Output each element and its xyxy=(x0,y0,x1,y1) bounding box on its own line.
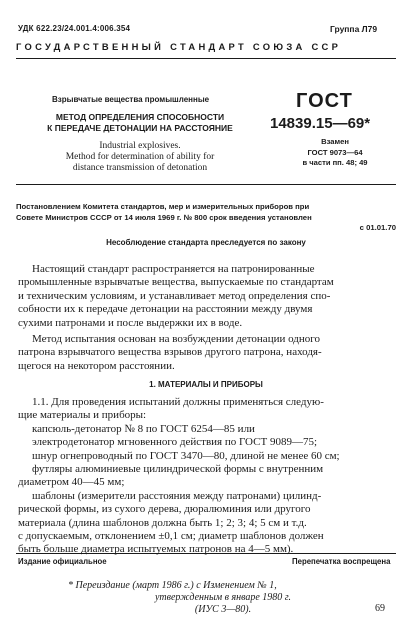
udk-code: УДК 622.23/24.001.4:006.354 xyxy=(18,24,131,33)
group-code: Группа Л79 xyxy=(330,24,378,34)
top-divider xyxy=(16,58,396,59)
intro-paragraph-1 xyxy=(18,263,396,330)
english-title-line-3: distance transmission of detonation xyxy=(72,163,208,173)
section-line: рической формы, из сухого дерева, дюралюминия или другого xyxy=(18,503,311,516)
official-edition-label: Издание официальное xyxy=(18,557,107,566)
footnote-line-2: утвержденным в январе 1980 г. xyxy=(154,592,292,603)
section-heading-materials: 1. МАТЕРИАЛЫ И ПРИБОРЫ xyxy=(149,380,263,389)
section-1-body xyxy=(18,396,396,557)
section-line: с допускаемым, отклонением ±0,1 см; диаметр шаблонов должен xyxy=(18,530,324,543)
english-title-line-1: Industrial explosives. xyxy=(99,141,181,151)
page-number: 69 xyxy=(375,603,385,614)
english-title xyxy=(30,141,250,174)
intro-p1-line: Настоящий стандарт распространяется на патронированные xyxy=(32,263,315,275)
replacement-label: Взамен xyxy=(321,137,349,146)
section-line: материала (длина шаблонов должна быть 1; 2; 3; 4; 5 см и т.д. xyxy=(18,516,307,529)
footer-divider xyxy=(16,553,396,554)
section-line: электродетонатор мгновенного действия по ГОСТ 9089—75; xyxy=(32,436,317,449)
document-title xyxy=(30,112,250,134)
document-subtitle: Взрывчатые вещества промышленные xyxy=(52,95,210,104)
decree-line-3: с 01.01.70 xyxy=(359,223,396,232)
section-line: щие материалы и приборы: xyxy=(18,409,147,422)
intro-p2-line: патрона взрывчатого вещества взрывов другого патрона, находя- xyxy=(18,346,322,359)
footnote-line-1: * Переиздание (март 1986 г.) с Изменением № 1, xyxy=(68,580,277,591)
reissue-footnote xyxy=(68,580,378,616)
footnote-line-3: (ИУС 3—80). xyxy=(194,604,252,615)
english-title-line-2: Method for determination of ability for xyxy=(65,152,215,162)
reprint-prohibited-label: Перепечатка воспрещена xyxy=(292,557,391,566)
decree-text xyxy=(16,202,396,234)
intro-p1-line: и техническим условиям, и устанавливает метод определения спо- xyxy=(18,289,331,302)
law-notice: Несоблюдение стандарта преследуется по закону xyxy=(106,238,306,247)
intro-p1-line: собности их к передаче детонации на расстоянии между двумя xyxy=(18,303,313,316)
section-line: футляры алюминиевые цилиндрической формы с внутренним xyxy=(32,463,324,476)
section-line: капсюль-детонатор № 8 по ГОСТ 6254—85 или xyxy=(32,422,255,435)
section-line: шнур огнепроводный по ГОСТ 3470—80, длиной не менее 60 см; xyxy=(32,449,340,462)
section-line: диаметром 40—45 мм; xyxy=(18,476,125,489)
gost-label: ГОСТ xyxy=(296,90,353,112)
title-line-1: МЕТОД ОПРЕДЕЛЕНИЯ СПОСОБНОСТИ xyxy=(55,112,225,122)
intro-p2-line: Метод испытания основан на возбуждении детонации одного xyxy=(32,333,321,345)
title-line-2: К ПЕРЕДАЧЕ ДЕТОНАЦИИ НА РАССТОЯНИЕ xyxy=(47,123,233,133)
replacement-note xyxy=(282,137,388,169)
intro-p2-line: щегося на некотором расстоянии. xyxy=(18,359,175,372)
section-line: быть больше диаметра испытуемых патронов на 4—5 мм). xyxy=(18,543,294,556)
intro-p1-line: сухими патронами и после выдержки их в воде. xyxy=(18,316,243,329)
intro-p1-line: промышленные взрывчатые вещества, выпускаемые по стандартам xyxy=(18,276,334,289)
replacement-line-1: ГОСТ 9073—64 xyxy=(307,147,363,157)
intro-paragraph-2 xyxy=(18,333,396,373)
section-line: 1.1. Для проведения испытаний должны применяться следую- xyxy=(32,396,324,408)
decree-line-1: Постановлением Комитета стандартов, мер и измерительных приборов при xyxy=(16,202,310,211)
replacement-line-2: в части пп. 48; 49 xyxy=(302,158,368,167)
state-standard-banner: ГОСУДАРСТВЕННЫЙ СТАНДАРТ СОЮЗА ССР xyxy=(16,41,342,52)
section-line: шаблоны (измерители расстояния между патронами) цилинд- xyxy=(32,489,322,502)
middle-divider xyxy=(16,184,396,185)
gost-number: 14839.15—69* xyxy=(270,115,371,132)
decree-line-2: Совете Министров СССР от 14 июля 1969 г. № 800 срок введения установлен xyxy=(16,212,312,222)
